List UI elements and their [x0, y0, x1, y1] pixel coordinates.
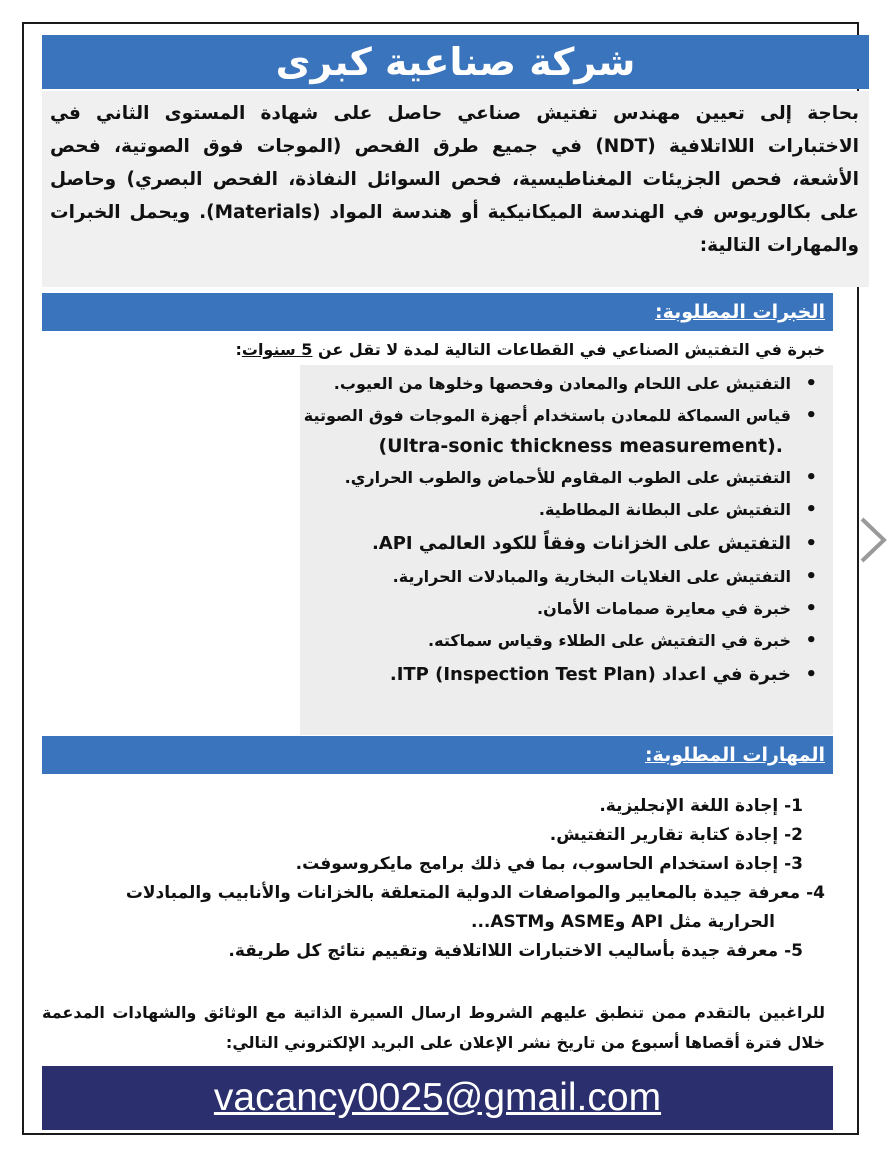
experience-item — [300, 372, 833, 396]
email-link[interactable]: vacancy0025@gmail.com — [213, 1076, 662, 1119]
skill-item-text: 4- معرفة جيدة بالمعايير والمواصفات الدولية المتعلقة بالخزانات والأنابيب والمبادلات — [125, 883, 825, 903]
experience-item — [300, 530, 833, 557]
skill-item: 2- إجادة كتابة تقارير التفتيش. — [549, 825, 803, 845]
experience-item-text: التفتيش على الخزانات وفقاً للكود العالمي API. — [371, 533, 791, 554]
skill-item: 3- إجادة استخدام الحاسوب، بما في ذلك برامج مايكروسوفت. — [295, 854, 803, 874]
experience-years: 5 سنوات — [241, 340, 313, 359]
experience-item-text: التفتيش على اللحام والمعادن وفحصها وخلوها من العيوب. — [333, 374, 791, 393]
skills-heading-bar — [42, 736, 833, 774]
email-bar — [42, 1066, 833, 1130]
experience-item-text: التفتيش على الغلايات البخارية والمبادلات الحرارية. — [392, 567, 791, 586]
experience-list — [300, 365, 833, 696]
intro-paragraph: بحاجة إلى تعيين مهندس تفتيش صناعي حاصل على شهادة المستوى الثاني في الاختبارات اللااتلافية (NDT) في جميع طرق الفحص (الموجات فوق الصوتية، فحص الأشعة، فحص الجزيئات المغناطيسية، فحص السوائل النفاذة، الفحص البصري) وحاصل على بكالوريوس في الهندسة الميكانيكية أو هندسة المواد (Materials). ويحمل الخبرات والمهارات التالية: — [42, 91, 869, 287]
experience-item — [300, 597, 833, 621]
experience-item-text: خبرة في التفتيش على الطلاء وقياس سماكته. — [428, 631, 791, 650]
skills-list — [42, 792, 833, 966]
company-title: شركة صناعية كبرى — [42, 35, 869, 89]
experience-item — [300, 629, 833, 653]
experience-lead-suffix: : — [235, 340, 242, 359]
experience-item — [300, 466, 833, 490]
experience-lead-prefix: خبرة في التفتيش الصناعي في القطاعات التالية لمدة لا تقل عن — [318, 340, 825, 359]
skill-item-continuation: الحرارية مثل API وASME وASTM... — [470, 912, 775, 932]
skill-item: 1- إجادة اللغة الإنجليزية. — [599, 796, 803, 816]
experience-item-text: خبرة في معايرة صمامات الأمان. — [537, 599, 791, 618]
experience-item-text: خبرة في اعداد (ITP (Inspection Test Plan. — [389, 664, 791, 685]
chevron-right-icon[interactable] — [856, 513, 890, 567]
application-instructions: للراغبين بالتقدم ممن تنطبق عليهم الشروط ارسال السيرة الذاتية مع الوثائق والشهادات المدعمة خلال فترة أقصاها أسبوع من تاريخ نشر الإعلان على البريد الإلكتروني التالي: — [42, 1003, 825, 1052]
experience-item-text: التفتيش على البطانة المطاطية. — [538, 500, 791, 519]
experience-item — [300, 498, 833, 522]
experience-item — [300, 661, 833, 688]
experience-item — [300, 565, 833, 589]
experience-item-text: قياس السماكة للمعادن باستخدام أجهزة الموجات فوق الصوتية — [303, 406, 791, 425]
experience-heading-bar — [42, 293, 833, 331]
skill-item — [42, 879, 833, 937]
experience-lead — [42, 335, 833, 365]
skills-heading: المهارات المطلوبة: — [644, 744, 825, 766]
experience-heading: الخبرات المطلوبة: — [655, 301, 825, 323]
experience-item-text: التفتيش على الطوب المقاوم للأحماض والطوب الحراري. — [344, 468, 791, 487]
experience-item — [300, 404, 833, 458]
skill-item: 5- معرفة جيدة بأساليب الاختبارات اللااتلافية وتقييم نتائج كل طريقة. — [228, 941, 803, 961]
experience-item-subtext: (Ultra-sonic thickness measurement). — [378, 435, 783, 457]
